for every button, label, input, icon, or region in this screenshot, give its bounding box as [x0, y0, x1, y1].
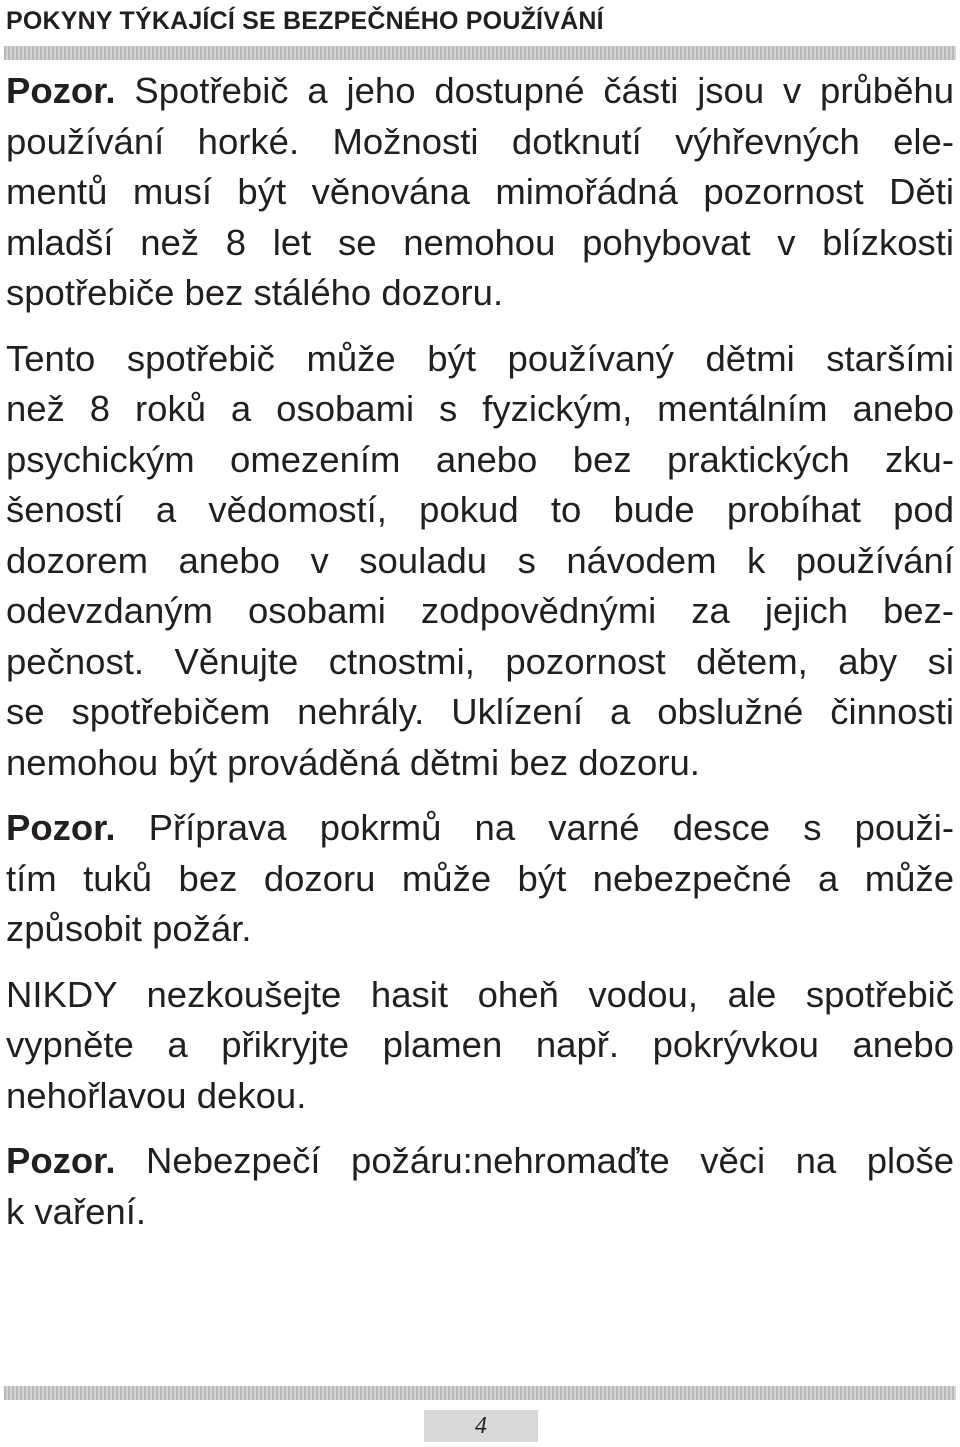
page-number-box — [424, 1410, 538, 1442]
text-line: nemohou být prováděná dětmi bez dozoru. — [6, 741, 700, 783]
text-line: Tento spotřebič může být používaný dětmi staršími — [6, 337, 954, 379]
warning-label: Pozor. — [6, 807, 116, 848]
text-line: mentů musí být věnována mimořádná pozornost Děti — [6, 171, 954, 212]
text-line: k vaření. — [6, 1190, 146, 1232]
warning-label: Pozor. — [6, 1140, 116, 1181]
text-line: šeností a vědomostí, pokud to bude probíhat pod — [6, 489, 954, 530]
text-line: odevzdaným osobami zodpovědnými za jejich bez- — [6, 590, 954, 631]
page-number: 4 — [475, 1413, 487, 1439]
paragraph-fire-extinguishing — [6, 970, 954, 1122]
text-line: dozorem anebo v souladu s návodem k používání — [6, 539, 954, 581]
section-heading: POKYNY TÝKAJÍCÍ SE BEZPEČNÉHO POUŽÍVÁNÍ — [6, 7, 604, 35]
text-line: Pozor. Spotřebič a jeho dostupné části jsou v průběhu — [6, 70, 954, 111]
top-divider — [4, 46, 956, 60]
text-line: pečnost. Věnujte ctnostmi, pozornost dětem, aby si — [6, 640, 954, 682]
text-line: spotřebiče bez stálého dozoru. — [6, 272, 504, 313]
paragraph-hot-parts-warning — [6, 66, 954, 319]
text-line: než 8 roků a osobami s fyzickým, mentálním anebo — [6, 388, 954, 429]
text-line: nehořlavou dekou. — [6, 1074, 307, 1116]
text-line: způsobit požár. — [6, 908, 252, 949]
bottom-divider — [4, 1386, 956, 1400]
paragraph-fat-cooking-warning — [6, 803, 954, 955]
text-line: se spotřebičem nehrály. Uklízení a obslužné činnosti — [6, 691, 954, 732]
text-line: Pozor. Nebezpečí požáru:nehromaďte věci na ploše — [6, 1140, 954, 1181]
text-line: mladší než 8 let se nemohou pohybovat v blízkosti — [6, 221, 954, 263]
text-line: NIKDY nezkoušejte hasit oheň vodou, ale spotřebič — [6, 973, 954, 1015]
paragraph-children-usage — [6, 334, 954, 789]
text-line: vypněte a přikryjte plamen např. pokrývkou anebo — [6, 1024, 954, 1065]
safety-instructions-body — [6, 66, 954, 1237]
text-line: tím tuků bez dozoru může být nebezpečné a může — [6, 857, 954, 899]
text-line: Pozor. Příprava pokrmů na varné desce s použi- — [6, 807, 954, 848]
text-line: používání horké. Možnosti dotknutí výhřevných ele- — [6, 120, 954, 162]
warning-label: Pozor. — [6, 70, 116, 111]
text-line: psychickým omezením anebo bez praktických zku- — [6, 438, 954, 480]
paragraph-fire-hazard — [6, 1136, 954, 1237]
